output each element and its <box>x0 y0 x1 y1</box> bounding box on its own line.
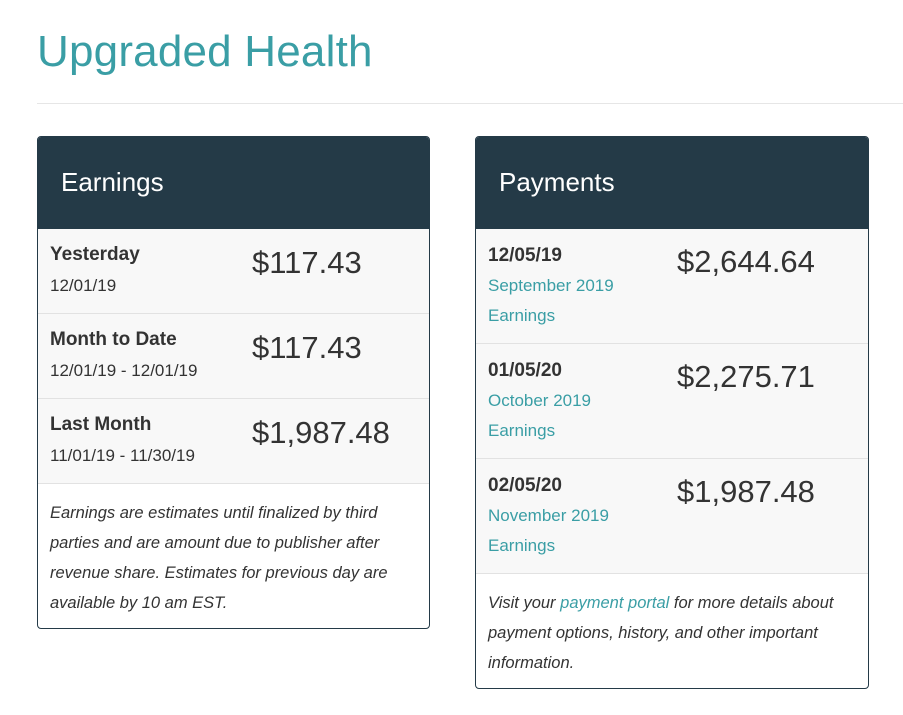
payment-amount: $1,987.48 <box>677 474 815 509</box>
earnings-row-yesterday <box>38 229 429 314</box>
payment-period-link[interactable]: November 2019 <box>488 506 609 525</box>
payment-portal-link[interactable]: payment portal <box>560 594 670 612</box>
payment-date: 12/05/19 <box>488 245 562 266</box>
payment-period-link[interactable]: September 2019 <box>488 276 614 295</box>
payment-earnings-link[interactable]: Earnings <box>488 536 556 555</box>
payments-card <box>475 136 869 689</box>
payment-earnings-link[interactable]: Earnings <box>488 306 556 325</box>
payment-date: 01/05/20 <box>488 360 562 381</box>
payment-earnings-link[interactable]: Earnings <box>488 421 556 440</box>
earnings-row-label: Last Month <box>50 414 152 435</box>
payments-note-text-after: for more details about payment options, history, and other important information. <box>488 594 834 672</box>
earnings-card <box>37 136 430 629</box>
earnings-row-amount: $117.43 <box>252 245 362 280</box>
earnings-row-date-range: 11/01/19 - 11/30/19 <box>50 446 195 465</box>
earnings-row-label: Yesterday <box>50 244 140 265</box>
earnings-disclaimer: Earnings are estimates until finalized by third parties and are amount due to publisher after revenue share. Estimates for previous day are available by 10 am EST. <box>50 504 388 612</box>
payment-period-link[interactable]: October 2019 <box>488 391 592 410</box>
payments-note <box>476 574 868 678</box>
earnings-row-date-range: 12/01/19 - 12/01/19 <box>50 361 198 380</box>
title-divider <box>37 103 903 104</box>
page-title: Upgraded Health <box>37 27 373 76</box>
payments-card-header: Payments <box>476 137 868 229</box>
payment-row <box>476 459 868 574</box>
earnings-row-date-range: 12/01/19 <box>50 276 117 295</box>
earnings-row-amount: $117.43 <box>252 330 362 365</box>
payment-amount: $2,644.64 <box>677 244 815 279</box>
earnings-card-header: Earnings <box>38 137 429 229</box>
earnings-row-amount: $1,987.48 <box>252 415 390 450</box>
payment-amount: $2,275.71 <box>677 359 815 394</box>
earnings-row-month-to-date <box>38 314 429 399</box>
payment-date: 02/05/20 <box>488 475 562 496</box>
earnings-row-last-month <box>38 399 429 484</box>
payment-row <box>476 344 868 459</box>
payments-note-text-before: Visit your <box>488 594 556 612</box>
payment-row <box>476 229 868 344</box>
earnings-row-label: Month to Date <box>50 329 177 350</box>
